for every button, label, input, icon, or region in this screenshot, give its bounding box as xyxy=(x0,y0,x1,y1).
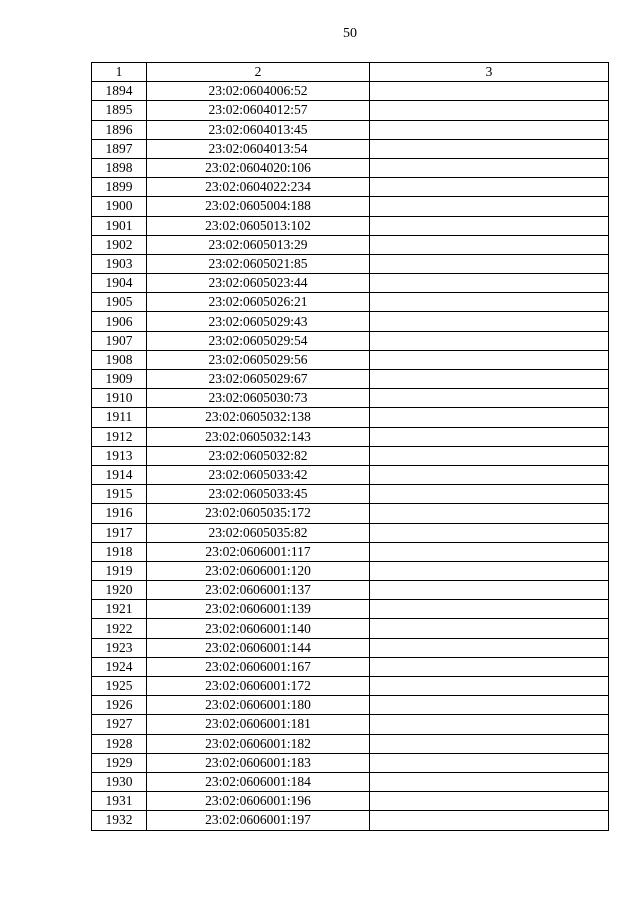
table-row xyxy=(92,715,609,734)
cadastral-number-cell: 23:02:0605035:172 xyxy=(147,504,370,523)
row-number-cell: 1919 xyxy=(92,561,147,580)
table-row xyxy=(92,197,609,216)
notes-cell xyxy=(370,485,609,504)
cadastral-number-cell: 23:02:0604012:57 xyxy=(147,101,370,120)
row-number-cell: 1915 xyxy=(92,485,147,504)
table-row xyxy=(92,638,609,657)
notes-cell xyxy=(370,696,609,715)
notes-cell xyxy=(370,139,609,158)
table-row xyxy=(92,504,609,523)
row-number-cell: 1908 xyxy=(92,350,147,369)
table-row xyxy=(92,101,609,120)
cadastral-number-cell: 23:02:0606001:120 xyxy=(147,561,370,580)
row-number-cell: 1901 xyxy=(92,216,147,235)
cadastral-number-cell: 23:02:0605030:73 xyxy=(147,389,370,408)
table-row xyxy=(92,485,609,504)
row-number-cell: 1900 xyxy=(92,197,147,216)
row-number-cell: 1925 xyxy=(92,677,147,696)
table-row xyxy=(92,581,609,600)
table-row xyxy=(92,696,609,715)
table-row xyxy=(92,350,609,369)
cadastral-number-cell: 23:02:0604022:234 xyxy=(147,178,370,197)
row-number-cell: 1905 xyxy=(92,293,147,312)
notes-cell xyxy=(370,523,609,542)
cadastral-number-cell: 23:02:0606001:181 xyxy=(147,715,370,734)
row-number-cell: 1906 xyxy=(92,312,147,331)
cadastral-number-cell: 23:02:0605013:102 xyxy=(147,216,370,235)
notes-cell xyxy=(370,82,609,101)
row-number-cell: 1910 xyxy=(92,389,147,408)
notes-cell xyxy=(370,677,609,696)
notes-cell xyxy=(370,350,609,369)
cadastral-number-cell: 23:02:0606001:167 xyxy=(147,657,370,676)
row-number-cell: 1920 xyxy=(92,581,147,600)
table-row xyxy=(92,542,609,561)
table-row xyxy=(92,235,609,254)
row-number-cell: 1897 xyxy=(92,139,147,158)
row-number-cell: 1930 xyxy=(92,772,147,791)
notes-cell xyxy=(370,312,609,331)
row-number-cell: 1932 xyxy=(92,811,147,830)
row-number-cell: 1917 xyxy=(92,523,147,542)
cadastral-number-cell: 23:02:0606001:144 xyxy=(147,638,370,657)
header-cell-2: 2 xyxy=(147,63,370,82)
cadastral-number-cell: 23:02:0605035:82 xyxy=(147,523,370,542)
notes-cell xyxy=(370,772,609,791)
row-number-cell: 1909 xyxy=(92,370,147,389)
notes-cell xyxy=(370,274,609,293)
cadastral-number-cell: 23:02:0605032:143 xyxy=(147,427,370,446)
row-number-cell: 1896 xyxy=(92,120,147,139)
notes-cell xyxy=(370,408,609,427)
notes-cell xyxy=(370,158,609,177)
table-row xyxy=(92,331,609,350)
row-number-cell: 1918 xyxy=(92,542,147,561)
cadastral-number-cell: 23:02:0606001:180 xyxy=(147,696,370,715)
row-number-cell: 1922 xyxy=(92,619,147,638)
cadastral-number-cell: 23:02:0606001:196 xyxy=(147,792,370,811)
notes-cell xyxy=(370,561,609,580)
cadastral-number-cell: 23:02:0605032:82 xyxy=(147,446,370,465)
table-row xyxy=(92,389,609,408)
notes-cell xyxy=(370,178,609,197)
cadastral-number-cell: 23:02:0605029:54 xyxy=(147,331,370,350)
header-row xyxy=(92,63,609,82)
notes-cell xyxy=(370,715,609,734)
cadastral-number-cell: 23:02:0605033:45 xyxy=(147,485,370,504)
row-number-cell: 1931 xyxy=(92,792,147,811)
table-row xyxy=(92,561,609,580)
notes-cell xyxy=(370,254,609,273)
header-cell-3: 3 xyxy=(370,63,609,82)
cadastral-number-cell: 23:02:0606001:137 xyxy=(147,581,370,600)
page-number: 50 xyxy=(343,26,357,41)
notes-cell xyxy=(370,792,609,811)
notes-cell xyxy=(370,638,609,657)
row-number-cell: 1898 xyxy=(92,158,147,177)
row-number-cell: 1928 xyxy=(92,734,147,753)
cadastral-number-cell: 23:02:0604013:54 xyxy=(147,139,370,158)
notes-cell xyxy=(370,619,609,638)
table-row xyxy=(92,254,609,273)
table-row xyxy=(92,427,609,446)
notes-cell xyxy=(370,811,609,830)
table-row xyxy=(92,465,609,484)
cadastral-number-cell: 23:02:0606001:139 xyxy=(147,600,370,619)
notes-cell xyxy=(370,101,609,120)
notes-cell xyxy=(370,293,609,312)
notes-cell xyxy=(370,542,609,561)
notes-cell xyxy=(370,465,609,484)
row-number-cell: 1894 xyxy=(92,82,147,101)
notes-cell xyxy=(370,734,609,753)
row-number-cell: 1927 xyxy=(92,715,147,734)
row-number-cell: 1895 xyxy=(92,101,147,120)
row-number-cell: 1923 xyxy=(92,638,147,657)
cadastral-number-cell: 23:02:0606001:172 xyxy=(147,677,370,696)
data-table xyxy=(91,62,609,831)
cadastral-number-cell: 23:02:0605021:85 xyxy=(147,254,370,273)
notes-cell xyxy=(370,581,609,600)
table-row xyxy=(92,178,609,197)
cadastral-number-cell: 23:02:0606001:197 xyxy=(147,811,370,830)
table-row xyxy=(92,772,609,791)
cadastral-number-cell: 23:02:0604013:45 xyxy=(147,120,370,139)
table-row xyxy=(92,753,609,772)
notes-cell xyxy=(370,657,609,676)
table-body xyxy=(92,63,609,831)
row-number-cell: 1921 xyxy=(92,600,147,619)
cadastral-number-cell: 23:02:0605033:42 xyxy=(147,465,370,484)
row-number-cell: 1916 xyxy=(92,504,147,523)
cadastral-number-cell: 23:02:0605029:67 xyxy=(147,370,370,389)
header-cell-1: 1 xyxy=(92,63,147,82)
notes-cell xyxy=(370,120,609,139)
cadastral-number-cell: 23:02:0605004:188 xyxy=(147,197,370,216)
table-row xyxy=(92,293,609,312)
table-row xyxy=(92,370,609,389)
cadastral-number-cell: 23:02:0604006:52 xyxy=(147,82,370,101)
cadastral-number-cell: 23:02:0605029:56 xyxy=(147,350,370,369)
table-row xyxy=(92,600,609,619)
cadastral-number-cell: 23:02:0606001:182 xyxy=(147,734,370,753)
notes-cell xyxy=(370,216,609,235)
table-row xyxy=(92,312,609,331)
row-number-cell: 1911 xyxy=(92,408,147,427)
row-number-cell: 1912 xyxy=(92,427,147,446)
table-row xyxy=(92,139,609,158)
notes-cell xyxy=(370,197,609,216)
table-row xyxy=(92,216,609,235)
table-row xyxy=(92,734,609,753)
table-row xyxy=(92,619,609,638)
table-row xyxy=(92,657,609,676)
table-row xyxy=(92,120,609,139)
table-row xyxy=(92,792,609,811)
notes-cell xyxy=(370,427,609,446)
table-row xyxy=(92,446,609,465)
notes-cell xyxy=(370,370,609,389)
notes-cell xyxy=(370,331,609,350)
cadastral-number-cell: 23:02:0605029:43 xyxy=(147,312,370,331)
cadastral-number-cell: 23:02:0605032:138 xyxy=(147,408,370,427)
row-number-cell: 1914 xyxy=(92,465,147,484)
row-number-cell: 1903 xyxy=(92,254,147,273)
table-row xyxy=(92,811,609,830)
cadastral-number-cell: 23:02:0605026:21 xyxy=(147,293,370,312)
table-row xyxy=(92,82,609,101)
row-number-cell: 1924 xyxy=(92,657,147,676)
table-row xyxy=(92,408,609,427)
row-number-cell: 1899 xyxy=(92,178,147,197)
row-number-cell: 1902 xyxy=(92,235,147,254)
notes-cell xyxy=(370,504,609,523)
notes-cell xyxy=(370,446,609,465)
table-row xyxy=(92,158,609,177)
cadastral-number-cell: 23:02:0606001:117 xyxy=(147,542,370,561)
notes-cell xyxy=(370,600,609,619)
cadastral-number-cell: 23:02:0606001:140 xyxy=(147,619,370,638)
cadastral-number-cell: 23:02:0605023:44 xyxy=(147,274,370,293)
table-row xyxy=(92,677,609,696)
row-number-cell: 1929 xyxy=(92,753,147,772)
table-row xyxy=(92,274,609,293)
cadastral-number-cell: 23:02:0605013:29 xyxy=(147,235,370,254)
row-number-cell: 1904 xyxy=(92,274,147,293)
row-number-cell: 1907 xyxy=(92,331,147,350)
cadastral-number-cell: 23:02:0606001:183 xyxy=(147,753,370,772)
notes-cell xyxy=(370,753,609,772)
row-number-cell: 1913 xyxy=(92,446,147,465)
notes-cell xyxy=(370,235,609,254)
row-number-cell: 1926 xyxy=(92,696,147,715)
cadastral-number-cell: 23:02:0604020:106 xyxy=(147,158,370,177)
cadastral-number-cell: 23:02:0606001:184 xyxy=(147,772,370,791)
table-row xyxy=(92,523,609,542)
notes-cell xyxy=(370,389,609,408)
